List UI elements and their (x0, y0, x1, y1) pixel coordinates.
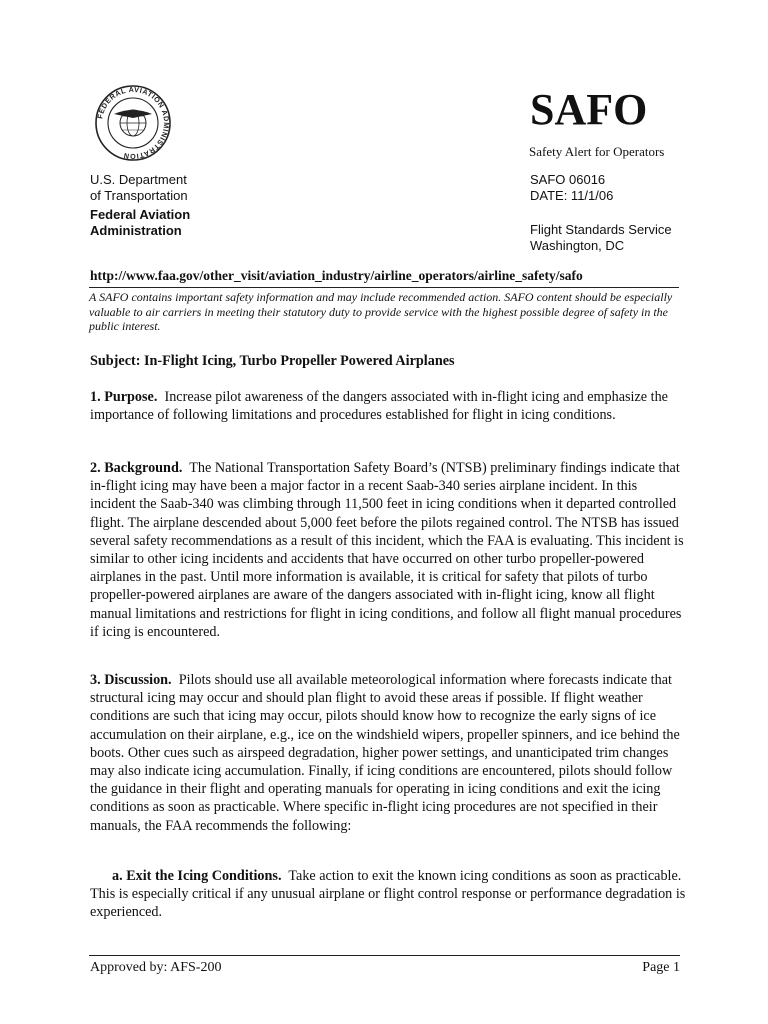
service-name: Flight Standards Service (530, 222, 672, 237)
exit-icing-paragraph (90, 867, 686, 922)
approved-by: Approved by: AFS-200 (90, 960, 222, 975)
service-block (530, 222, 672, 253)
department-block (90, 172, 188, 203)
purpose-heading: 1. Purpose. (90, 389, 158, 405)
safo-date: DATE: 11/1/06 (530, 187, 614, 203)
agency-line-2: Administration (90, 222, 182, 238)
service-location: Washington, DC (530, 237, 625, 253)
discussion-paragraph (90, 671, 686, 835)
exit-icing-heading: a. Exit the Icing Conditions. (112, 868, 282, 884)
purpose-text: Increase pilot awareness of the dangers associated with in-flight icing and emphasize the importance of following limitations and procedures established for flight in icing conditions. (90, 389, 668, 424)
safo-number: SAFO 06016 (530, 172, 606, 187)
footer-divider (89, 955, 680, 956)
discussion-text: Pilots should use all available meteorological information where forecasts indicate that structural icing may occur and should plan flight to avoid these areas if possible. If flight weather conditions are such that icing may occur, pilots should know how to recognize the early signs of ice accumulation on their airplane, e.g., ice on the windshield wipers, propeller spinners, and ice behind the boots. Other cues such as airspeed degradation, higher power settings, and unanticipated trim changes may also indicate icing accumulation. Finally, if icing conditions are encountered, pilots should follow the guidance in their flight and operating manuals for operating in icing conditions and exit the icing conditions as soon as practicable. Where specific in-flight icing procedures are not specified in their manuals, the FAA recommends the following: (90, 672, 680, 834)
discussion-heading: 3. Discussion. (90, 672, 172, 688)
exit-icing-text: Take action to exit the known icing conditions as soon as practicable. This is especially critical if any unusual airplane or flight control response or performance degradation is experienced. (90, 868, 686, 921)
disclaimer: A SAFO contains important safety information and may include recommended action. SAFO content should be especially valuable to air carriers in meeting their statutory duty to provide service with the highest possible degree of safety in the public interest. (89, 290, 673, 333)
background-paragraph (90, 459, 686, 641)
agency-block (90, 207, 190, 238)
header-divider (89, 287, 679, 288)
department-line-2: of Transportation (90, 187, 188, 203)
safo-subtitle: Safety Alert for Operators (529, 144, 665, 159)
safo-url[interactable]: http://www.faa.gov/other_visit/aviation_industry/airline_operators/airline_safety/safo (90, 268, 583, 283)
purpose-paragraph (90, 388, 686, 424)
safo-title: SAFO (530, 85, 648, 134)
page-number: Page 1 (642, 960, 680, 975)
background-text: The National Transportation Safety Board’s (NTSB) preliminary findings indicate that in-flight icing may have been a major factor in a recent Saab-340 series airplane incident. In this incident the Saab-340 was climbing through 11,500 feet in icing conditions when it departed controlled flight. The airplane descended about 5,000 feet before the pilots regained control. The NTSB has issued several safety recommendations as a result of this incident, which the FAA is evaluating. This incident is similar to other icing incidents and accidents that have occurred on other turbo propeller-powered airplanes in the past. Until more information is available, it is critical for safety that pilots of turbo propeller-powered airplanes are aware of the dangers associated with in-flight icing, know all flight manual limitations and restrictions for flight in icing conditions, and follow all flight manual procedures if icing is encountered. (90, 460, 684, 640)
faa-seal-logo (94, 84, 172, 162)
department-line-1: U.S. Department (90, 172, 187, 187)
background-heading: 2. Background. (90, 460, 183, 476)
subject-line: Subject: In-Flight Icing, Turbo Propeller Powered Airplanes (90, 353, 455, 369)
svg-text:FEDERAL AVIATION ADMINISTRATIO: FEDERAL AVIATION ADMINISTRATION (95, 84, 172, 162)
agency-line-1: Federal Aviation (90, 207, 191, 222)
safo-id-block (530, 172, 613, 203)
